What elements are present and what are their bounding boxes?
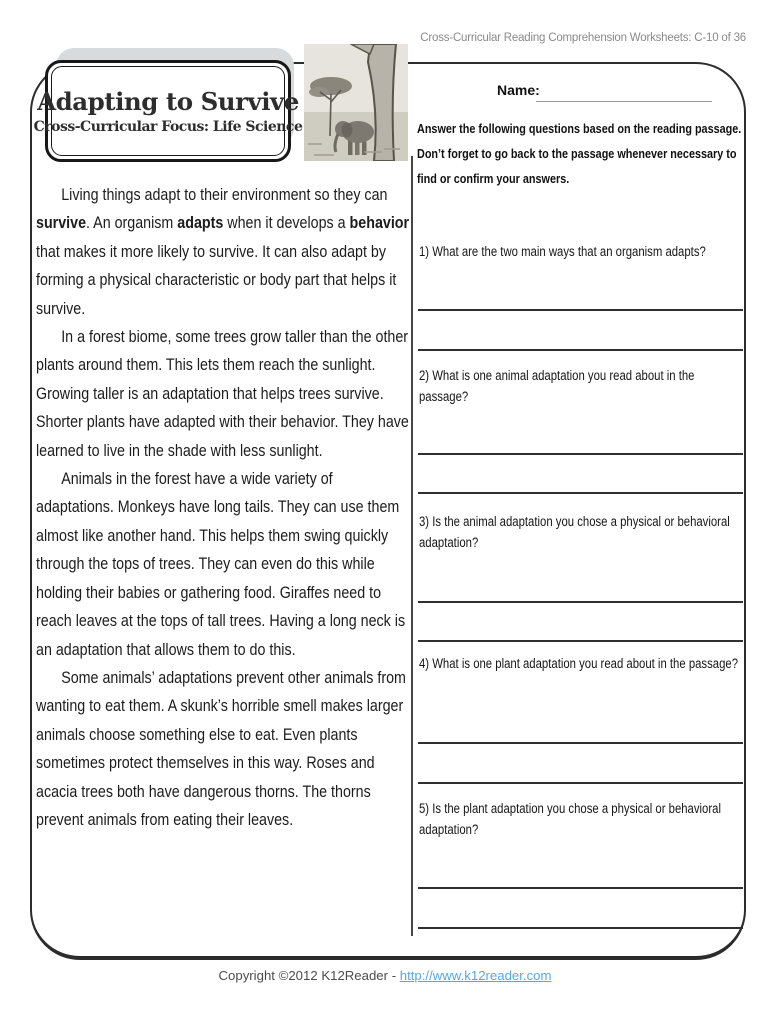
name-label: Name: [497,82,540,98]
page-subtitle: Cross-Curricular Focus: Life Science [33,119,303,135]
question-3: 3) Is the animal adaptation you chose a physical or behavioral adaptation? [419,514,730,550]
answer-line [418,453,743,455]
question-1: 1) What are the two main ways that an organism adapts? [419,244,706,259]
footer-copyright [0,968,770,983]
passage-text: that makes it more likely to survive. It can also adapt by forming a physical characteristic or body part that helps it survive. [36,241,397,318]
vocab-word-survive: survive [36,213,87,233]
reading-passage [36,181,412,834]
title-box [33,60,303,162]
passage-paragraph-3: Animals in the forest have a wide variety of adaptations. Monkeys have long tails. They can use them almost like another hand. This helps them swing quickly through the tops of trees. They can even do this while holding their babies or gathering food. Giraffes need to reach leaves at the tops of tall trees. Having a long neck is an adaptation that allows them to do this. [36,469,406,659]
page-title: Adapting to Survive [37,87,299,116]
elephant-tree-illustration [304,44,408,161]
passage-text: . An organism [86,213,178,233]
name-blank-line [536,101,712,102]
elephant-savanna-photo [304,44,408,161]
passage-text: Living things adapt to their environment so they can [61,185,388,204]
answer-line [418,927,743,929]
question-4: 4) What is one plant adaptation you read about in the passage? [419,656,739,671]
answer-line [418,309,743,311]
title-box-inner-border [33,66,303,156]
passage-paragraph-2: In a forest biome, some trees grow taller than the other plants around them. This lets them reach the sunlight. Growing taller is an adaptation that helps trees survive. Shorter plants have adapted with their behavior. They have learned to live in the shade with less sunlight. [36,327,409,460]
answer-line [418,640,743,642]
vocab-word-adapts: adapts [177,213,224,233]
k12reader-link[interactable]: http://www.k12reader.com [399,968,552,983]
copyright-text: Copyright ©2012 K12Reader - [218,968,400,983]
instructions-text: Answer the following questions based on the reading passage. Don’t forget to go back to the passage whenever necessary to find or confirm your answers. [417,121,742,186]
passage-paragraph-1 [36,181,412,323]
passage-text: when it develops a [223,213,350,233]
vocab-word-behavior: behavior [349,213,410,233]
answer-line [418,601,743,603]
passage-paragraph-4: Some animals’ adaptations prevent other animals from wanting to eat them. A skunk’s horrible smell makes larger animals choose something else to eat. Even plants sometimes protect themselves in this way. Roses and acacia trees both have dangerous thorns. The thorns prevent animals from eating their leaves. [36,667,406,829]
question-2: 2) What is one animal adaptation you read about in the passage? [419,368,695,404]
answer-line [418,887,743,889]
answer-line [418,492,743,494]
answer-line [418,742,743,744]
answer-line [418,782,743,784]
answer-line [418,349,743,351]
question-5: 5) Is the plant adaptation you chose a physical or behavioral adaptation? [419,801,721,837]
worksheet-series-label: Cross-Curricular Reading Comprehension Worksheets: C-10 of 36 [420,32,746,44]
